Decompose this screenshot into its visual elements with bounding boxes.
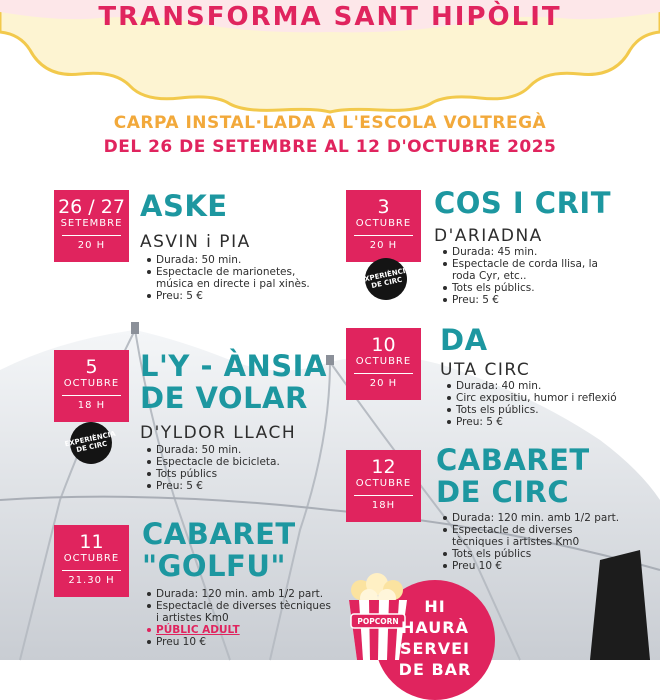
circ-badge-icon: EXPERIÈNCIA DE CIRC [361, 254, 411, 304]
date-box-da: 10 OCTUBRE 20 H [346, 328, 421, 400]
date-box-cabaret-golfu: 11 OCTUBRE 21.30 H [54, 525, 129, 597]
show-title-aske: ASKE [140, 189, 228, 223]
date-box-cabaret-de-circ: 12 OCTUBRE 18H [346, 450, 421, 522]
page-title: TRANSFORMA SANT HIPÒLIT [98, 2, 562, 32]
show-title-cos-i-crit: COS I CRIT [434, 186, 611, 220]
company-cos-i-crit: D'ARIADNA [434, 226, 543, 246]
company-ansia-de-volar: D'YLDOR LLACH [140, 423, 297, 443]
show-title-cabaret-golfu: CABARET "GOLFU" [142, 517, 296, 583]
adult-warning: PÚBLIC ADULT [146, 624, 336, 636]
details-da: Durada: 40 min. Circ expositiu, humor i reflexió Tots els públics. Preu: 5 € [446, 380, 626, 428]
show-title-ansia-de-volar: L'Y - ÀNSIA DE VOLAR [140, 349, 327, 415]
details-ansia-de-volar: Durada: 50 min. Espectacle de bicicleta. Tots públics Preu: 5 € [146, 444, 316, 492]
dates-text: DEL 26 DE SETEMBRE AL 12 D'OCTUBRE 2025 [103, 137, 557, 157]
details-aske: Durada: 50 min. Espectacle de marionetes, música en directe i pal xinès. Preu: 5 € [146, 254, 316, 302]
bar-note-text: HI HAURÀ SERVEI DE BAR [398, 597, 472, 679]
company-da: UTA CIRC [440, 360, 531, 380]
details-cabaret-golfu: Durada: 120 min. amb 1/2 part. Espectacle de diverses tècniques i artistes Km0 PÚBLIC ADULT Preu 10 € [146, 588, 336, 648]
details-cabaret-de-circ: Durada: 120 min. amb 1/2 part. Espectacle de diverses tècniques i artistes Km0 Tots els públics Preu 10 € [442, 512, 622, 572]
venue-text: CARPA INSTAL·LADA A L'ESCOLA VOLTREGÀ [113, 113, 547, 133]
circ-badge-icon: EXPERIÈNCIA DE CIRC [66, 418, 116, 468]
date-box-aske: 26 / 27 SETEMBRE 20 H [54, 190, 129, 262]
company-aske: ASVIN i PIA [140, 232, 251, 252]
details-cos-i-crit: Durada: 45 min. Espectacle de corda llisa, la roda Cyr, etc.. Tots els públics. Preu: 5 € [442, 246, 612, 306]
show-title-cabaret-de-circ: CABARET DE CIRC [436, 443, 590, 509]
show-title-da: DA [440, 323, 488, 357]
popcorn-label: POPCORN [357, 617, 399, 626]
date-box-ansia-de-volar: 5 OCTUBRE 18 H [54, 350, 129, 422]
date-box-cos-i-crit: 3 OCTUBRE 20 H [346, 190, 421, 262]
